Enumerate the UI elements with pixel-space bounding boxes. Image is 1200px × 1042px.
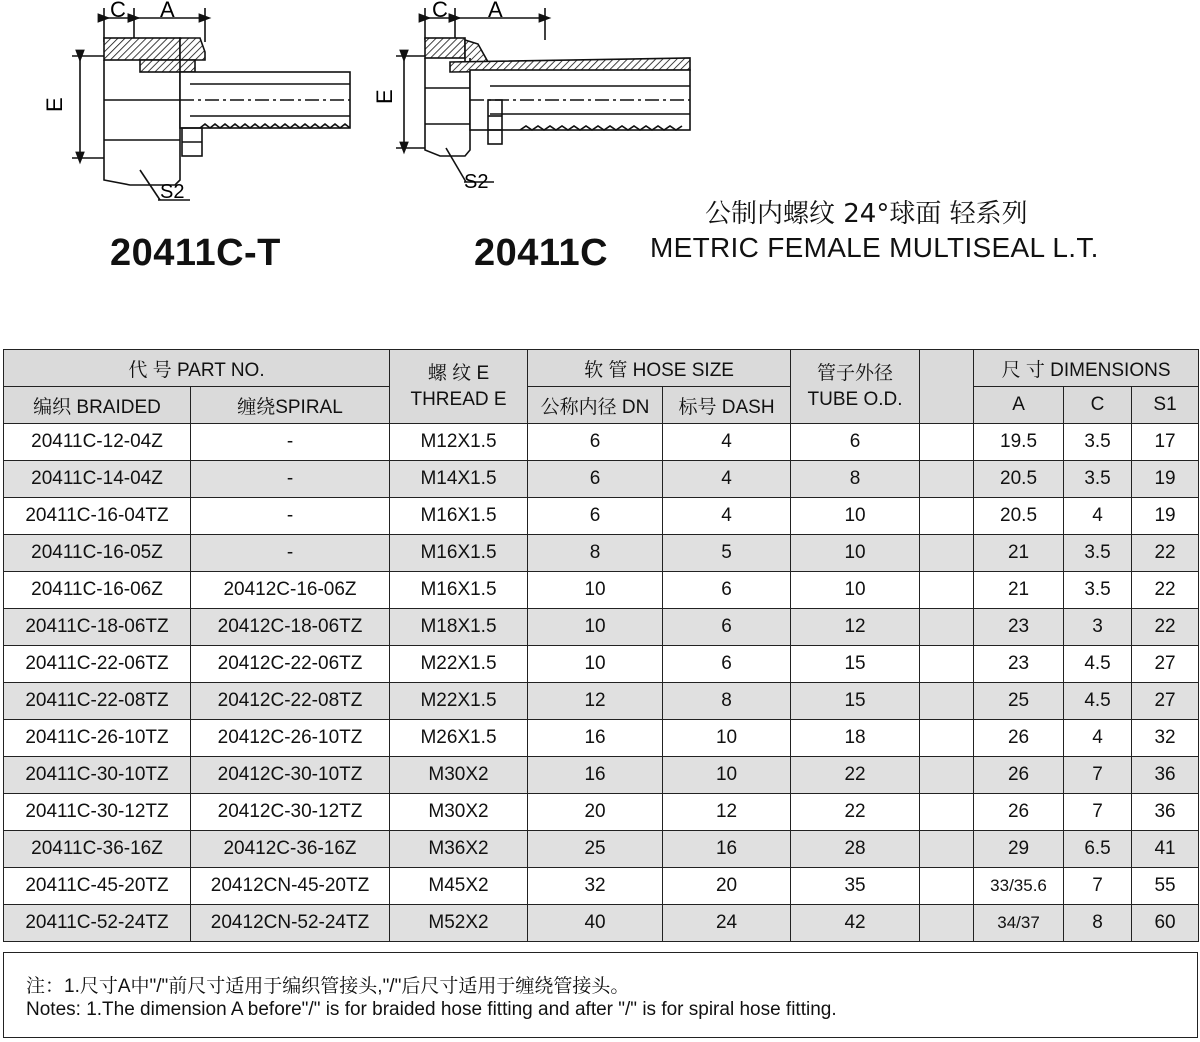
cell-braided-part-no: 20411C-22-06TZ	[4, 646, 191, 683]
cell-hose-dn: 10	[528, 609, 663, 646]
cell-hose-dn: 16	[528, 720, 663, 757]
cell-thread: M30X2	[390, 794, 528, 831]
cell-spiral-part-no: -	[191, 535, 390, 572]
cell-blank	[920, 424, 974, 461]
cell-dim-s1: 41	[1132, 831, 1199, 868]
cell-dim-c: 4.5	[1064, 683, 1132, 720]
cell-hose-dn: 12	[528, 683, 663, 720]
cell-dim-s1: 55	[1132, 868, 1199, 905]
cell-blank	[920, 535, 974, 572]
header-thread	[390, 350, 528, 424]
header-blank	[920, 350, 974, 424]
cell-blank	[920, 831, 974, 868]
cell-spiral-part-no: 20412C-22-08TZ	[191, 683, 390, 720]
dim-a-label-right: A	[488, 0, 503, 22]
cell-hose-dn: 10	[528, 572, 663, 609]
cell-spiral-part-no: 20412C-36-16Z	[191, 831, 390, 868]
cell-blank	[920, 794, 974, 831]
cell-dim-s1: 36	[1132, 757, 1199, 794]
header-s1: S1	[1132, 387, 1199, 424]
cell-dim-a: 26	[974, 794, 1064, 831]
cell-blank	[920, 572, 974, 609]
dim-c-label-left: C	[110, 0, 126, 22]
cell-hose-dn: 10	[528, 646, 663, 683]
cell-dim-a: 23	[974, 646, 1064, 683]
cell-spiral-part-no: 20412C-30-12TZ	[191, 794, 390, 831]
cell-dim-c: 8	[1064, 905, 1132, 942]
cell-braided-part-no: 20411C-18-06TZ	[4, 609, 191, 646]
cell-dim-a: 34/37	[974, 905, 1064, 942]
cell-dim-a: 20.5	[974, 461, 1064, 498]
cell-dim-s1: 32	[1132, 720, 1199, 757]
cell-dim-s1: 60	[1132, 905, 1199, 942]
header-a: A	[974, 387, 1064, 424]
cell-tube-od: 10	[791, 498, 920, 535]
cell-hose-dn: 6	[528, 461, 663, 498]
dim-s2-label-left: S2	[160, 181, 185, 203]
table-row	[4, 609, 1199, 646]
cell-dim-c: 6.5	[1064, 831, 1132, 868]
table-row	[4, 572, 1199, 609]
cell-tube-od: 35	[791, 868, 920, 905]
cell-dim-s1: 22	[1132, 535, 1199, 572]
cell-hose-dash: 20	[663, 868, 791, 905]
cell-blank	[920, 757, 974, 794]
cell-braided-part-no: 20411C-30-10TZ	[4, 757, 191, 794]
cell-dim-s1: 17	[1132, 424, 1199, 461]
header-hose-size: 软 管 HOSE SIZE	[528, 350, 791, 387]
cell-thread: M36X2	[390, 831, 528, 868]
dim-c-label-right: C	[432, 0, 448, 22]
header-dimensions: 尺 寸 DIMENSIONS	[974, 350, 1199, 387]
cell-dim-a: 20.5	[974, 498, 1064, 535]
table-row	[4, 720, 1199, 757]
cell-spiral-part-no: 20412C-26-10TZ	[191, 720, 390, 757]
header-thread-en: THREAD E	[410, 388, 507, 410]
cell-spiral-part-no: 20412C-18-06TZ	[191, 609, 390, 646]
header-spiral: 缠绕SPIRAL	[191, 387, 390, 424]
cell-thread: M12X1.5	[390, 424, 528, 461]
cell-hose-dn: 8	[528, 535, 663, 572]
cell-hose-dash: 8	[663, 683, 791, 720]
cell-spiral-part-no: -	[191, 424, 390, 461]
cell-tube-od: 10	[791, 535, 920, 572]
cell-hose-dash: 5	[663, 535, 791, 572]
cell-hose-dash: 10	[663, 720, 791, 757]
cell-tube-od: 42	[791, 905, 920, 942]
model-title-20411c-t: 20411C-T	[110, 232, 281, 274]
cell-tube-od: 8	[791, 461, 920, 498]
cell-hose-dn: 6	[528, 424, 663, 461]
cell-spiral-part-no: -	[191, 461, 390, 498]
cell-hose-dn: 25	[528, 831, 663, 868]
cell-tube-od: 22	[791, 794, 920, 831]
cell-thread: M16X1.5	[390, 572, 528, 609]
cell-spiral-part-no: 20412C-22-06TZ	[191, 646, 390, 683]
cell-hose-dash: 6	[663, 572, 791, 609]
cell-thread: M14X1.5	[390, 461, 528, 498]
cell-braided-part-no: 20411C-52-24TZ	[4, 905, 191, 942]
table-row	[4, 794, 1199, 831]
cell-dim-s1: 19	[1132, 461, 1199, 498]
cell-thread: M30X2	[390, 757, 528, 794]
english-title: METRIC FEMALE MULTISEAL L.T.	[650, 232, 1099, 263]
table-row	[4, 831, 1199, 868]
spec-table-header	[4, 350, 1199, 424]
header-thread-cn: 螺 纹 E	[427, 362, 490, 384]
dim-s2-label-right: S2	[464, 171, 489, 193]
dim-e-label-right: E	[372, 89, 397, 104]
cell-dim-s1: 19	[1132, 498, 1199, 535]
cell-dim-c: 4	[1064, 720, 1132, 757]
dim-a-label-left: A	[160, 0, 175, 22]
model-title-20411c: 20411C	[474, 232, 609, 274]
header-part-no: 代 号 PART NO.	[4, 350, 390, 387]
cell-thread: M22X1.5	[390, 646, 528, 683]
cell-dim-a: 23	[974, 609, 1064, 646]
cell-spiral-part-no: 20412CN-45-20TZ	[191, 868, 390, 905]
table-row	[4, 461, 1199, 498]
cell-dim-a: 33/35.6	[974, 868, 1064, 905]
cell-dim-c: 3.5	[1064, 461, 1132, 498]
cell-braided-part-no: 20411C-30-12TZ	[4, 794, 191, 831]
cell-blank	[920, 720, 974, 757]
header-c: C	[1064, 387, 1132, 424]
cell-tube-od: 15	[791, 646, 920, 683]
cell-hose-dash: 4	[663, 461, 791, 498]
fitting-drawing-20411c	[396, 8, 690, 182]
cell-tube-od: 12	[791, 609, 920, 646]
cell-tube-od: 6	[791, 424, 920, 461]
spec-table-body	[4, 424, 1199, 942]
fitting-drawing-20411c-t	[72, 8, 350, 200]
cell-hose-dn: 32	[528, 868, 663, 905]
cell-hose-dash: 24	[663, 905, 791, 942]
cell-hose-dash: 6	[663, 609, 791, 646]
cell-braided-part-no: 20411C-16-06Z	[4, 572, 191, 609]
header-dash: 标号 DASH	[663, 387, 791, 424]
cell-spiral-part-no: 20412C-16-06Z	[191, 572, 390, 609]
cell-dim-s1: 36	[1132, 794, 1199, 831]
cell-dim-s1: 27	[1132, 683, 1199, 720]
cell-spiral-part-no: 20412CN-52-24TZ	[191, 905, 390, 942]
cell-blank	[920, 868, 974, 905]
notes-box	[3, 952, 1198, 1038]
cell-thread: M26X1.5	[390, 720, 528, 757]
cell-thread: M16X1.5	[390, 535, 528, 572]
header-tube-cn: 管子外径	[817, 362, 894, 384]
cell-hose-dash: 16	[663, 831, 791, 868]
note-chinese: 注：1.尺寸A中"/"前尺寸适用于编织管接头,"/"后尺寸适用于缠绕管接头。	[26, 976, 630, 997]
table-row	[4, 498, 1199, 535]
table-row	[4, 683, 1199, 720]
cell-thread: M22X1.5	[390, 683, 528, 720]
cell-dim-a: 21	[974, 535, 1064, 572]
cell-hose-dn: 6	[528, 498, 663, 535]
spec-table	[3, 349, 1199, 942]
cell-thread: M16X1.5	[390, 498, 528, 535]
cell-dim-c: 3.5	[1064, 424, 1132, 461]
cell-blank	[920, 609, 974, 646]
cell-braided-part-no: 20411C-16-04TZ	[4, 498, 191, 535]
header-tube-en: TUBE O.D.	[807, 388, 903, 410]
cell-dim-c: 7	[1064, 757, 1132, 794]
cell-dim-c: 4	[1064, 498, 1132, 535]
cell-hose-dash: 6	[663, 646, 791, 683]
cell-tube-od: 10	[791, 572, 920, 609]
cell-braided-part-no: 20411C-36-16Z	[4, 831, 191, 868]
note-english: Notes: 1.The dimension A before"/" is for braided hose fitting and after "/" is for spiral hose fitting.	[26, 999, 837, 1020]
cell-dim-s1: 27	[1132, 646, 1199, 683]
table-row	[4, 424, 1199, 461]
cell-dim-c: 4.5	[1064, 646, 1132, 683]
cell-braided-part-no: 20411C-16-05Z	[4, 535, 191, 572]
cell-hose-dn: 40	[528, 905, 663, 942]
cell-braided-part-no: 20411C-12-04Z	[4, 424, 191, 461]
cell-dim-a: 19.5	[974, 424, 1064, 461]
cell-blank	[920, 646, 974, 683]
cell-dim-a: 29	[974, 831, 1064, 868]
cell-dim-a: 21	[974, 572, 1064, 609]
cell-thread: M18X1.5	[390, 609, 528, 646]
cell-spiral-part-no: -	[191, 498, 390, 535]
table-row	[4, 757, 1199, 794]
cell-tube-od: 28	[791, 831, 920, 868]
cell-hose-dash: 10	[663, 757, 791, 794]
cell-blank	[920, 905, 974, 942]
cell-blank	[920, 683, 974, 720]
cell-hose-dn: 20	[528, 794, 663, 831]
cell-tube-od: 18	[791, 720, 920, 757]
table-row	[4, 905, 1199, 942]
cell-dim-a: 25	[974, 683, 1064, 720]
cell-braided-part-no: 20411C-14-04Z	[4, 461, 191, 498]
header-dn: 公称内径 DN	[528, 387, 663, 424]
cell-tube-od: 15	[791, 683, 920, 720]
cell-thread: M45X2	[390, 868, 528, 905]
cell-dim-c: 3.5	[1064, 572, 1132, 609]
cell-dim-c: 3	[1064, 609, 1132, 646]
cell-dim-a: 26	[974, 757, 1064, 794]
cell-dim-c: 7	[1064, 868, 1132, 905]
dim-e-label-left: E	[42, 97, 67, 112]
header-braided: 编织 BRAIDED	[4, 387, 191, 424]
chinese-title: 公制内螺纹 24°球面 轻系列	[705, 199, 1028, 229]
cell-braided-part-no: 20411C-22-08TZ	[4, 683, 191, 720]
table-row	[4, 535, 1199, 572]
cell-tube-od: 22	[791, 757, 920, 794]
cell-blank	[920, 461, 974, 498]
cell-dim-a: 26	[974, 720, 1064, 757]
cell-dim-s1: 22	[1132, 572, 1199, 609]
cell-hose-dash: 4	[663, 424, 791, 461]
cell-hose-dn: 16	[528, 757, 663, 794]
cell-braided-part-no: 20411C-26-10TZ	[4, 720, 191, 757]
cell-braided-part-no: 20411C-45-20TZ	[4, 868, 191, 905]
cell-dim-s1: 22	[1132, 609, 1199, 646]
cell-spiral-part-no: 20412C-30-10TZ	[191, 757, 390, 794]
cell-thread: M52X2	[390, 905, 528, 942]
table-row	[4, 868, 1199, 905]
cell-dim-c: 7	[1064, 794, 1132, 831]
cell-blank	[920, 498, 974, 535]
cell-hose-dash: 4	[663, 498, 791, 535]
table-row	[4, 646, 1199, 683]
cell-hose-dash: 12	[663, 794, 791, 831]
header-tube-od	[791, 350, 920, 424]
cell-dim-c: 3.5	[1064, 535, 1132, 572]
